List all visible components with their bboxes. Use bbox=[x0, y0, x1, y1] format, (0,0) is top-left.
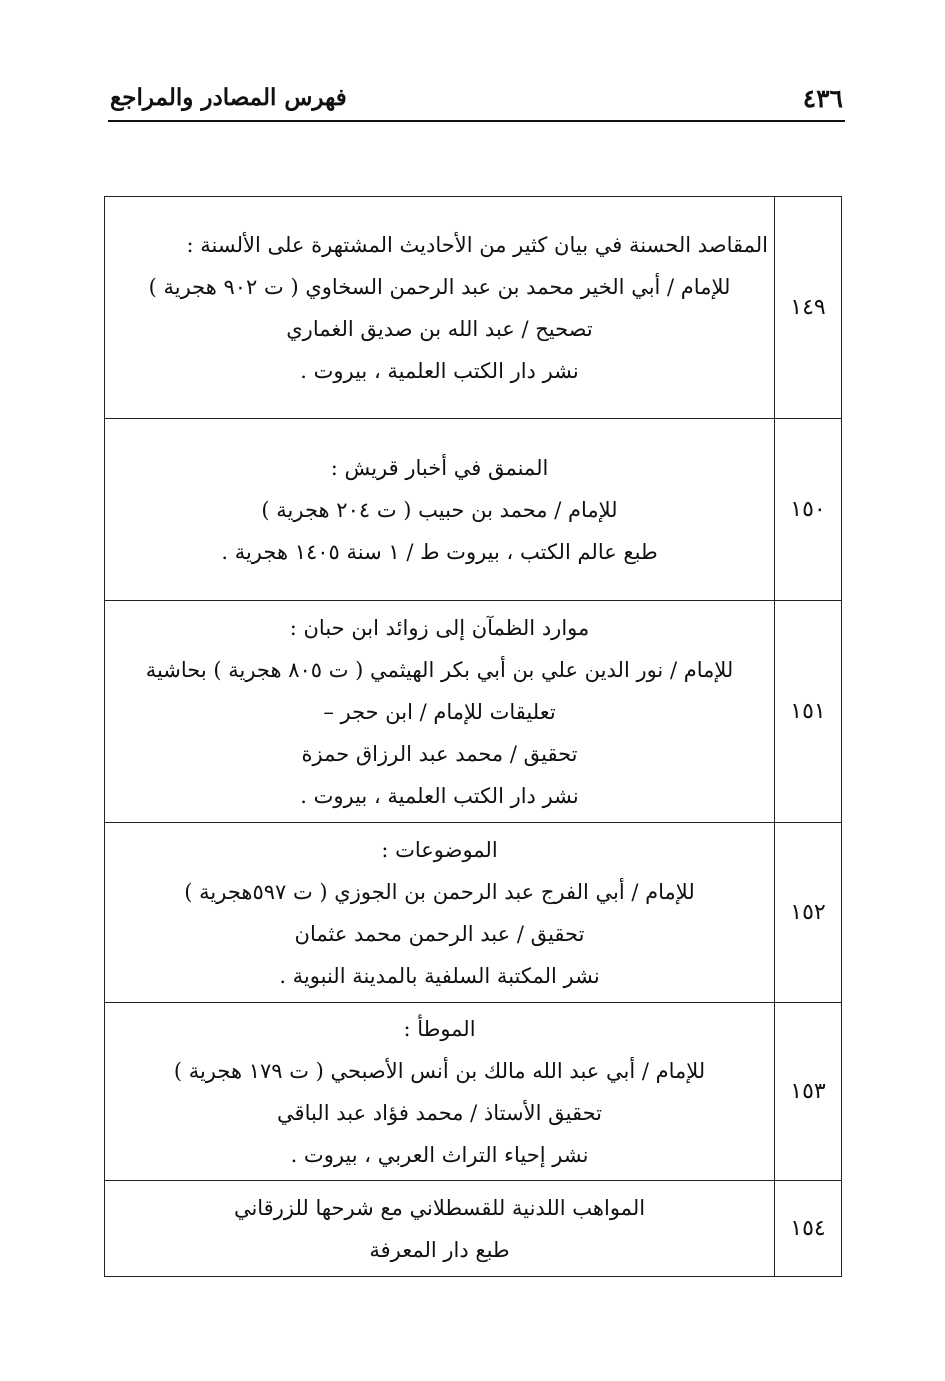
entry-line: للإمام / نور الدين علي بن أبي بكر الهيثمي ( ت ٨٠٥ هجرية ) بحاشية bbox=[145, 657, 734, 682]
entry-line: للإمام / أبي الفرج عبد الرحمن بن الجوزي ( ت ٥٩٧هجرية ) bbox=[184, 879, 695, 904]
entry-number: ١٤٩ bbox=[775, 197, 842, 419]
entry-title: المنمق في أخبار قريش : bbox=[330, 455, 549, 480]
entry-line: تحقيق الأستاذ / محمد فؤاد عبد الباقي bbox=[277, 1100, 602, 1125]
entry-line: نشر دار الكتب العلمية ، بيروت . bbox=[300, 358, 579, 383]
entry-title: المقاصد الحسنة في بيان كثير من الأحاديث المشتهرة على الألسنة : bbox=[186, 232, 768, 257]
running-title: فهرس المصادر والمراجع bbox=[110, 84, 347, 111]
entry-title: المواهب اللدنية للقسطلاني مع شرحها للزرقاني bbox=[233, 1195, 646, 1220]
page-number: ٤٣٦ bbox=[802, 84, 843, 113]
header-rule bbox=[108, 120, 845, 122]
table-row bbox=[105, 1181, 842, 1277]
entry-text bbox=[105, 601, 775, 823]
entry-line: للإمام / أبي الخير محمد بن عبد الرحمن السخاوي ( ت ٩٠٢ هجرية ) bbox=[148, 274, 731, 299]
entry-number: ١٥٣ bbox=[775, 1003, 842, 1181]
entry-line: نشر دار الكتب العلمية ، بيروت . bbox=[300, 783, 579, 808]
entry-line: تحقيق / محمد عبد الرزاق حمزة bbox=[301, 741, 578, 766]
table-row bbox=[105, 419, 842, 601]
entry-line: تصحيح / عبد الله بن صديق الغماري bbox=[286, 316, 593, 341]
table-row bbox=[105, 1003, 842, 1181]
entry-line: تحقيق / عبد الرحمن محمد عثمان bbox=[294, 921, 585, 946]
entry-line: للإمام / أبي عبد الله مالك بن أنس الأصبحي ( ت ١٧٩ هجرية ) bbox=[173, 1058, 706, 1083]
entry-text bbox=[105, 1181, 775, 1277]
sources-table-wrapper bbox=[104, 196, 842, 1277]
entry-line: نشر إحياء التراث العربي ، بيروت . bbox=[290, 1142, 589, 1167]
entry-text bbox=[105, 419, 775, 601]
entry-line: تعليقات للإمام / ابن حجر – bbox=[323, 699, 556, 724]
entry-line: طبع دار المعرفة bbox=[369, 1237, 510, 1262]
entry-line: نشر المكتبة السلفية بالمدينة النبوية . bbox=[279, 963, 600, 988]
entry-title: موارد الظمآن إلى زوائد ابن حبان : bbox=[289, 615, 590, 640]
table-row bbox=[105, 601, 842, 823]
table-row bbox=[105, 197, 842, 419]
entry-title: الموطأ : bbox=[403, 1016, 476, 1041]
page-header bbox=[108, 78, 845, 122]
entry-text bbox=[105, 1003, 775, 1181]
entry-number: ١٥١ bbox=[775, 601, 842, 823]
entry-text bbox=[105, 197, 775, 419]
entry-number: ١٥٢ bbox=[775, 823, 842, 1003]
entry-number: ١٥٤ bbox=[775, 1181, 842, 1277]
entry-title: الموضوعات : bbox=[381, 837, 498, 862]
table-row bbox=[105, 823, 842, 1003]
entry-line: للإمام / محمد بن حبيب ( ت ٢٠٤ هجرية ) bbox=[261, 497, 618, 522]
entry-number: ١٥٠ bbox=[775, 419, 842, 601]
entry-text bbox=[105, 823, 775, 1003]
sources-table bbox=[104, 196, 842, 1277]
entry-line: طبع عالم الكتب ، بيروت ط / ١ سنة ١٤٠٥ هجرية . bbox=[221, 539, 658, 564]
